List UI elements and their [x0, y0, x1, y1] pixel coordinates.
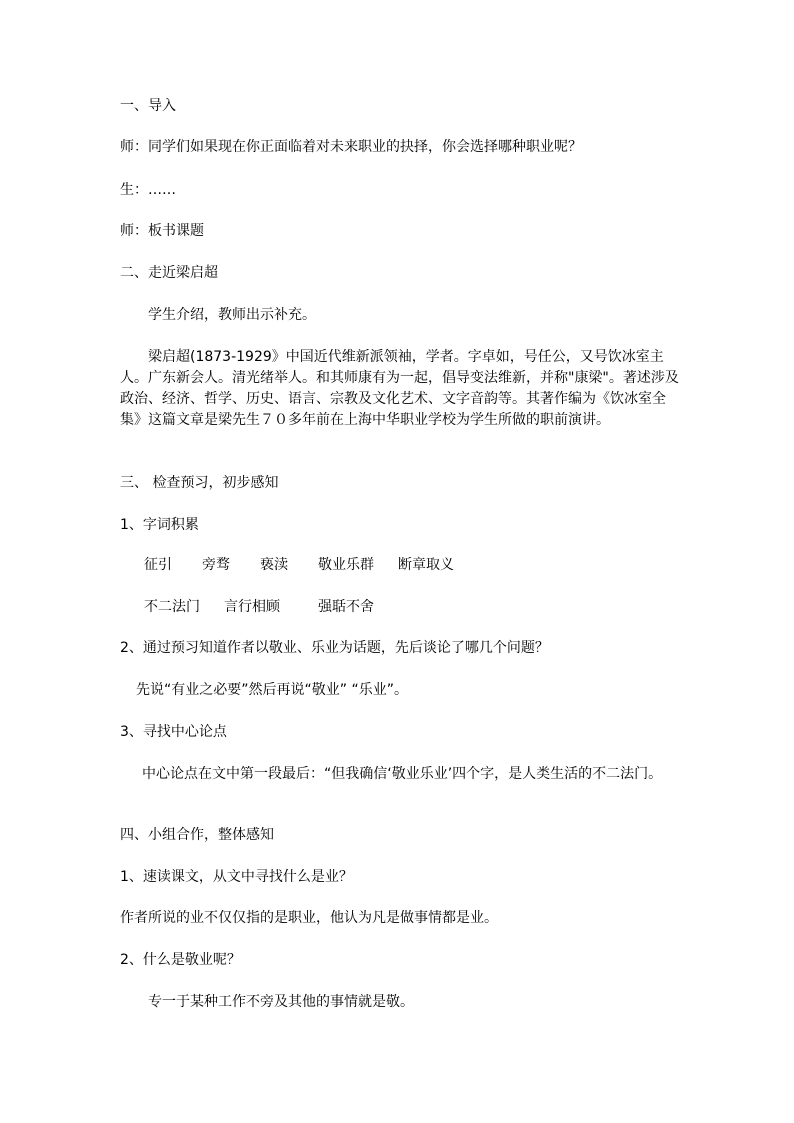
student-intro-line: 学生介绍，教师出示补充。	[148, 307, 316, 323]
section-heading-intro: 一、导入	[120, 98, 176, 114]
subheading-vocab: 1、字词积累	[120, 517, 199, 533]
vocab-row-2	[144, 597, 374, 618]
vocab-row-1	[144, 555, 454, 576]
answer-what-is-dedication: 专一于某种工作不旁及其他的事情就是敬。	[148, 994, 414, 1010]
vocab-word: 征引	[144, 557, 172, 573]
vocab-word: 旁骛	[202, 557, 230, 573]
section-heading-liang: 二、走近梁启超	[120, 265, 218, 281]
teacher-question: 师：同学们如果现在你正面临着对未来职业的抉择，你会选择哪种职业呢？	[120, 139, 582, 155]
vocab-word: 断章取义	[398, 557, 454, 573]
question-what-is-work: 1、速读课文，从文中寻找什么是业？	[120, 869, 353, 885]
question-topics: 2、通过预习知道作者以敬业、乐业为话题，先后谈论了哪几个问题？	[120, 640, 549, 656]
student-response: 生：……	[120, 182, 176, 198]
thesis-paragraph: 中心论点在文中第一段最后：“但我确信‘敬业乐业’四个字，是人类生活的不二法门。	[142, 766, 663, 782]
vocab-word: 言行相顾	[224, 599, 280, 615]
section-heading-preview: 三、 检查预习，初步感知	[120, 475, 279, 491]
section-heading-group: 四、小组合作，整体感知	[120, 827, 274, 843]
vocab-word: 敬业乐群	[318, 557, 374, 573]
teacher-board: 师：板书课题	[120, 223, 204, 239]
subheading-thesis: 3、寻找中心论点	[120, 724, 227, 740]
vocab-word: 不二法门	[144, 599, 200, 615]
question-what-is-dedication: 2、什么是敬业呢？	[120, 952, 241, 968]
answer-what-is-work: 作者所说的业不仅仅指的是职业，他认为凡是做事情都是业。	[120, 910, 498, 926]
vocab-word: 强聒不舍	[318, 599, 374, 615]
vocab-word: 亵渎	[260, 557, 288, 573]
liang-bio-paragraph: 梁启超(1873-1929》中国近代维新派领袖，学者。字卓如，号任公，又号饮冰室主人。广东新会人。清光绪举人。和其师康有为一起，倡导变法维新，并称"康梁"。著述涉及政治、经济、哲学、历史、语言、宗教及文化艺术、文字音韵等。其著作编为《饮冰室全集》这篇文章是梁先生７０多年前在上海中华职业学校为学生所做的职前演讲。	[120, 349, 679, 428]
answer-topics: 先说“有业之必要”然后再说“敬业” “乐业”。	[136, 682, 408, 698]
